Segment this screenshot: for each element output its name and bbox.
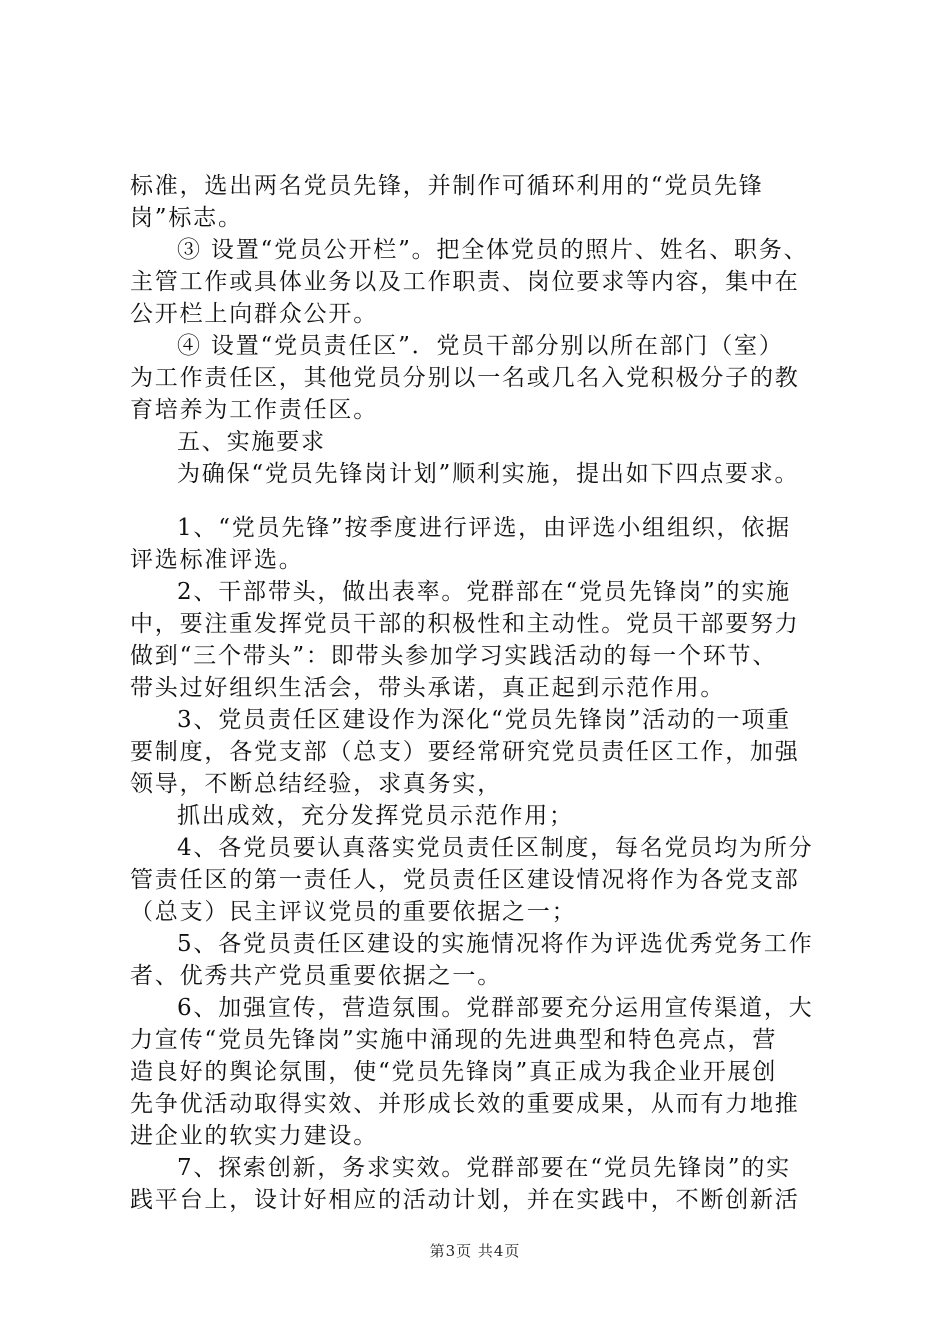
text-line: 标准，选出两名党员先锋，并制作可循环利用的“党员先锋 (130, 173, 764, 199)
text-line: ④ 设置“党员责任区”．党员干部分别以所在部门（室） (177, 333, 784, 359)
text-line: 带头过好组织生活会，带头承诺，真正起到示范作用。 (130, 675, 726, 701)
text-line: 中，要注重发挥党员干部的积极性和主动性。党员干部要努力 (130, 611, 800, 637)
text-line: 育培养为工作责任区。 (130, 397, 378, 423)
text-line: 管责任区的第一责任人，党员责任区建设情况将作为各党支部 (130, 867, 800, 893)
text-line: 公开栏上向群众公开。 (130, 301, 378, 327)
text-line: ③ 设置“党员公开栏”。把全体党员的照片、姓名、职务、 (177, 237, 809, 263)
text-line: 主管工作或具体业务以及工作职责、岗位要求等内容，集中在 (130, 269, 800, 295)
text-line: 造良好的舆论氛围，使“党员先锋岗”真正成为我企业开展创 (130, 1059, 778, 1085)
text-line: 岗”标志。 (130, 205, 243, 231)
section-heading: 五、实施要求 (177, 429, 326, 455)
text-line: 做到“三个带头”：即带头参加学习实践活动的每一个环节、 (130, 643, 778, 669)
text-line: 3、党员责任区建设作为深化“党员先锋岗”活动的一项重 (177, 707, 791, 733)
text-line: 1、“党员先锋”按季度进行评选，由评选小组组织，依据 (177, 515, 791, 541)
text-line: 6、加强宣传，营造氛围。党群部要充分运用宣传渠道，大 (177, 995, 814, 1021)
text-line: 者、优秀共产党员重要依据之一。 (130, 963, 502, 989)
text-line: 要制度，各党支部（总支）要经常研究党员责任区工作，加强 (130, 739, 800, 765)
text-line: （总支）民主评议党员的重要依据之一； (130, 899, 577, 925)
text-line: 力宣传“党员先锋岗”实施中涌现的先进典型和特色亮点，营 (130, 1027, 778, 1053)
text-line: 为确保“党员先锋岗计划”顺利实施，提出如下四点要求。 (177, 461, 800, 487)
text-line: 评选标准评选。 (130, 547, 304, 573)
text-line: 领导，不断总结经验，求真务实， (130, 771, 502, 797)
document-body (130, 170, 840, 1216)
text-line: 2、干部带头，做出表率。党群部在“党员先锋岗”的实施 (177, 579, 791, 605)
text-line: 进企业的软实力建设。 (130, 1123, 378, 1149)
text-line: 先争优活动取得实效、并形成长效的重要成果，从而有力地推 (130, 1091, 800, 1117)
text-line: 5、各党员责任区建设的实施情况将作为评选优秀党务工作 (177, 931, 814, 957)
page-number-footer: 第3页 共4页 (429, 1242, 521, 1260)
text-line: 7、探索创新，务求实效。党群部要在“党员先锋岗”的实 (177, 1155, 791, 1181)
text-line: 为工作责任区，其他党员分别以一名或几名入党积极分子的教 (130, 365, 800, 391)
text-line: 4、各党员要认真落实党员责任区制度，每名党员均为所分 (177, 835, 814, 861)
text-line: 践平台上，设计好相应的活动计划，并在实践中，不断创新活 (130, 1187, 800, 1213)
paragraph-gap (130, 490, 840, 512)
text-line: 抓出成效，充分发挥党员示范作用； (177, 803, 574, 829)
